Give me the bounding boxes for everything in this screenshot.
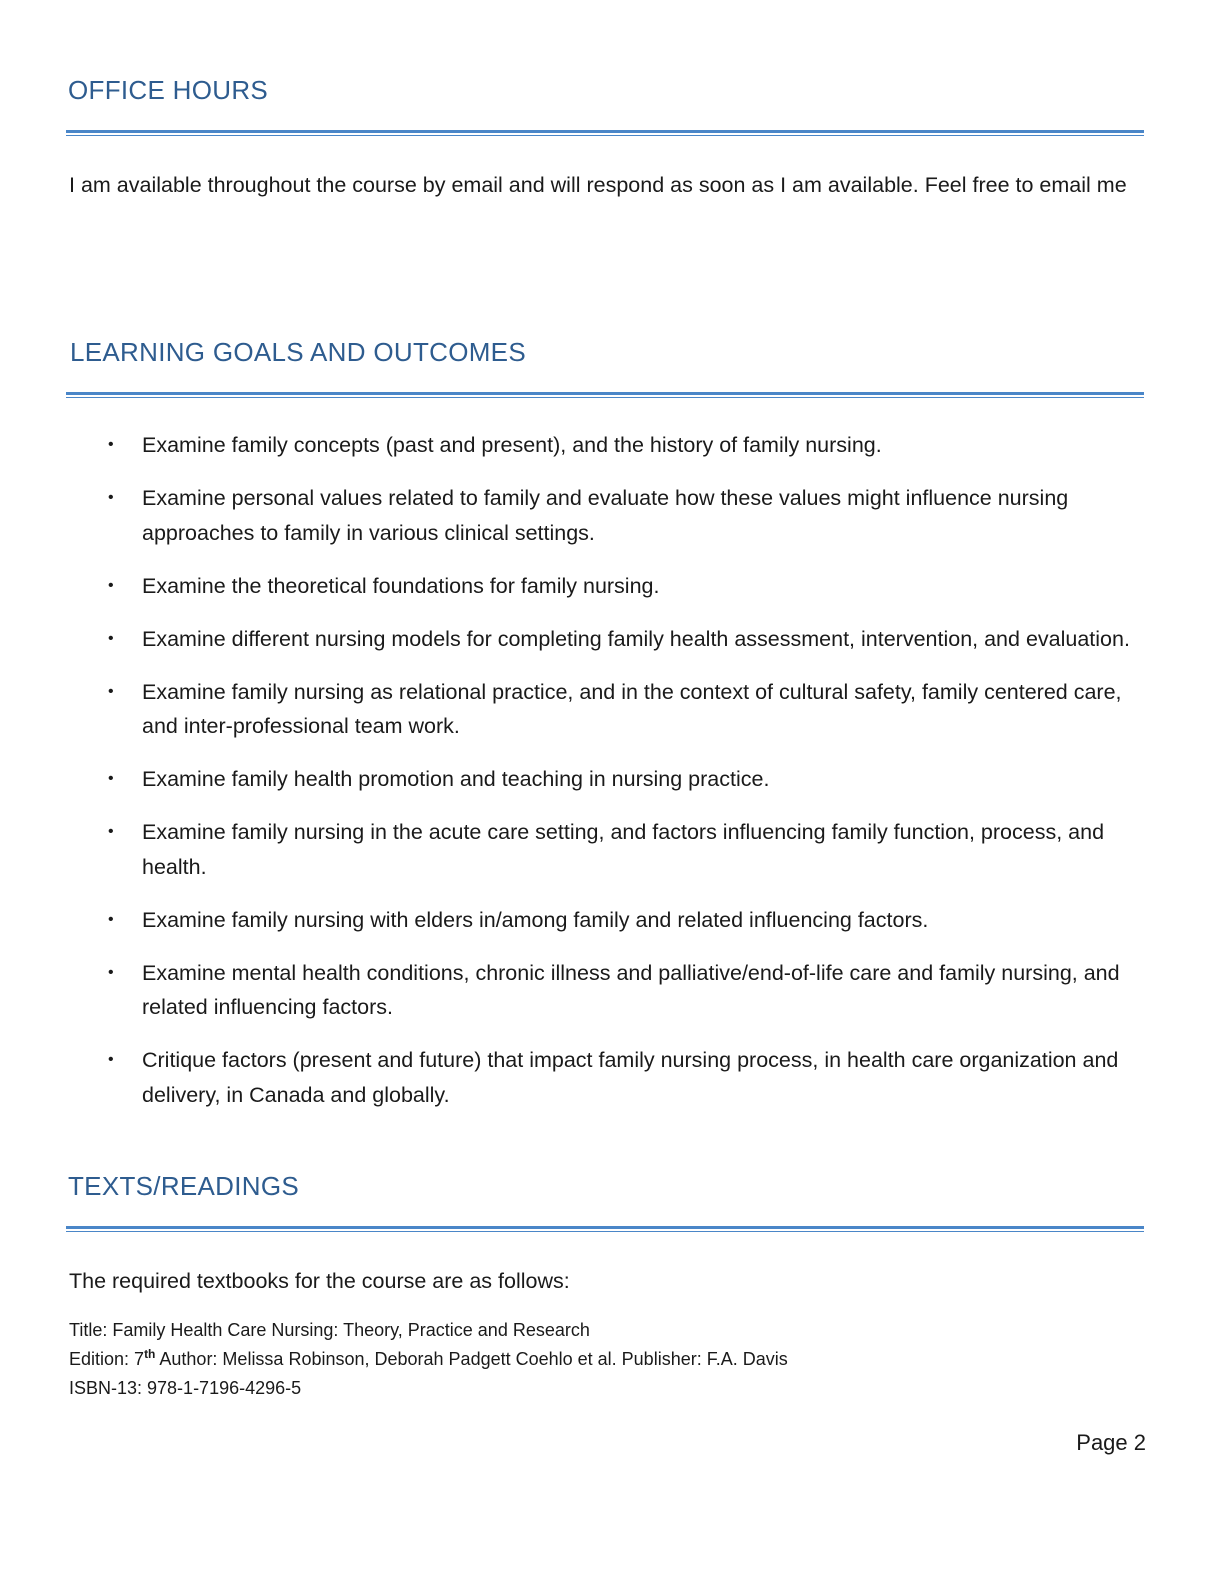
goal-text: Examine family nursing as relational practice, and in the context of cultural safety, family centered care, and inter-professional team work. [142, 679, 1122, 738]
goal-item [0, 622, 1224, 657]
textbook-title: Title: Family Health Care Nursing: Theory, Practice and Research [69, 1320, 590, 1340]
goal-item [0, 1043, 1224, 1112]
goal-text: Examine family nursing in the acute care setting, and factors influencing family function, process, and health. [142, 820, 1105, 879]
texts-readings-heading: TEXTS/READINGS [68, 1171, 300, 1201]
goal-item [0, 815, 1224, 884]
textbook-isbn: ISBN-13: 978-1-7196-4296-5 [69, 1378, 302, 1398]
bullet-icon: • [108, 436, 114, 453]
bullet-icon: • [108, 576, 114, 594]
learning-goals-list [0, 428, 1224, 1131]
goal-text: Critique factors (present and future) that impact family nursing process, in health care organization and delivery, in Canada and globally. [142, 1048, 1119, 1107]
office-hours-divider [66, 130, 1144, 136]
edition-prefix: Edition: 7 [69, 1349, 145, 1369]
texts-readings-intro: The required textbooks for the course are as follows: [69, 1269, 570, 1293]
textbook-edition-line [69, 1345, 788, 1374]
office-hours-heading: OFFICE HOURS [68, 75, 269, 105]
goal-text: Examine family health promotion and teaching in nursing practice. [142, 767, 770, 791]
learning-goals-heading: LEARNING GOALS AND OUTCOMES [70, 337, 526, 367]
edition-rest: Author: Melissa Robinson, Deborah Padgett Coehlo et al. Publisher: F.A. Davis [155, 1349, 788, 1369]
bullet-icon: • [108, 823, 114, 840]
textbook-details [69, 1316, 788, 1403]
bullet-icon: • [108, 1051, 114, 1068]
goal-text: Examine the theoretical foundations for family nursing. [142, 573, 660, 598]
goal-item [0, 481, 1224, 550]
bullet-icon: • [108, 682, 114, 700]
goal-item [0, 569, 1224, 604]
goal-item [0, 956, 1224, 1025]
bullet-icon: • [108, 910, 114, 928]
bullet-icon: • [108, 770, 114, 787]
goal-text: Examine personal values related to family and evaluate how these values might influence nursing approaches to family in various clinical settings. [142, 486, 1069, 545]
goal-item [0, 762, 1224, 797]
learning-goals-divider [66, 392, 1144, 398]
goal-item [0, 903, 1224, 938]
goal-item [0, 675, 1224, 744]
goal-item [0, 428, 1224, 463]
texts-readings-divider [66, 1226, 1144, 1232]
office-hours-text: I am available throughout the course by email and will respond as soon as I am available. Feel free to email me [69, 173, 1127, 197]
edition-superscript: th [144, 1347, 156, 1361]
goal-text: Examine mental health conditions, chronic illness and palliative/end-of-life care and family nursing, and related influencing factors. [142, 960, 1120, 1019]
bullet-icon: • [108, 629, 114, 647]
goal-text: Examine family nursing with elders in/among family and related influencing factors. [142, 907, 929, 932]
goal-text: Examine family concepts (past and present), and the history of family nursing. [142, 433, 882, 457]
goal-text: Examine different nursing models for completing family health assessment, intervention, and evaluation. [142, 626, 1130, 651]
page-number: Page 2 [1076, 1430, 1146, 1455]
bullet-icon: • [108, 489, 114, 506]
bullet-icon: • [108, 963, 114, 981]
